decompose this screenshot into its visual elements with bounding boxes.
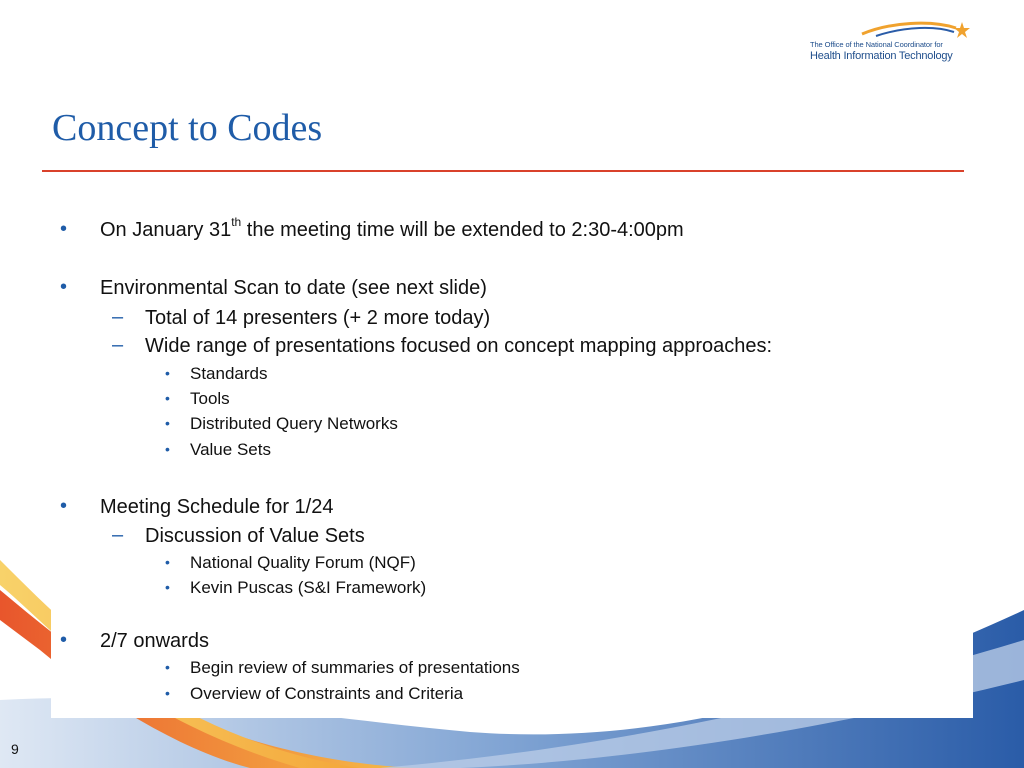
bullet-meeting-schedule: Meeting Schedule for 1/24	[100, 496, 334, 518]
slide-title: Concept to Codes	[52, 107, 323, 149]
bullet-marker: •	[165, 554, 170, 570]
bullet-marker: •	[60, 495, 68, 517]
sub-bullet-presenters: Total of 14 presenters (+ 2 more today)	[145, 307, 491, 329]
bullet-marker: •	[60, 218, 68, 240]
bullet-text: the meeting time will be extended to 2:30-4:00pm	[241, 219, 684, 241]
dash-marker: –	[112, 306, 124, 328]
list-item: National Quality Forum (NQF)	[190, 553, 416, 572]
logo-line2: Health Information Technology	[810, 50, 953, 62]
list-item: Tools	[190, 389, 230, 408]
list-item: Value Sets	[190, 440, 271, 459]
bullet-marker: •	[165, 415, 170, 431]
dash-marker: –	[112, 524, 124, 546]
superscript: th	[231, 215, 242, 230]
bullet-meeting-time	[100, 215, 684, 242]
list-item: Overview of Constraints and Criteria	[190, 684, 464, 703]
bullet-marker: •	[60, 276, 68, 298]
bullet-marker: •	[165, 685, 170, 701]
bullet-environmental-scan: Environmental Scan to date (see next slide)	[100, 277, 487, 299]
list-item: Kevin Puscas (S&I Framework)	[190, 578, 427, 597]
logo-line1: The Office of the National Coordinator for	[810, 40, 943, 49]
sub-bullet-presentations: Wide range of presentations focused on concept mapping approaches:	[145, 335, 773, 357]
page-number: 9	[11, 741, 19, 757]
bullet-marker: •	[165, 579, 170, 595]
bullet-text: On January 31	[100, 219, 232, 241]
bullet-marker: •	[165, 441, 170, 457]
bullet-marker: •	[165, 659, 170, 675]
dash-marker: –	[112, 334, 124, 356]
sub-bullet-value-sets: Discussion of Value Sets	[145, 525, 365, 547]
list-item: Standards	[190, 364, 268, 383]
bullet-marker: •	[60, 629, 68, 651]
bullet-marker: •	[165, 390, 170, 406]
list-item: Distributed Query Networks	[190, 414, 398, 433]
bullet-marker: •	[165, 365, 170, 381]
bullet-onwards: 2/7 onwards	[100, 630, 209, 652]
list-item: Begin review of summaries of presentations	[190, 658, 520, 677]
